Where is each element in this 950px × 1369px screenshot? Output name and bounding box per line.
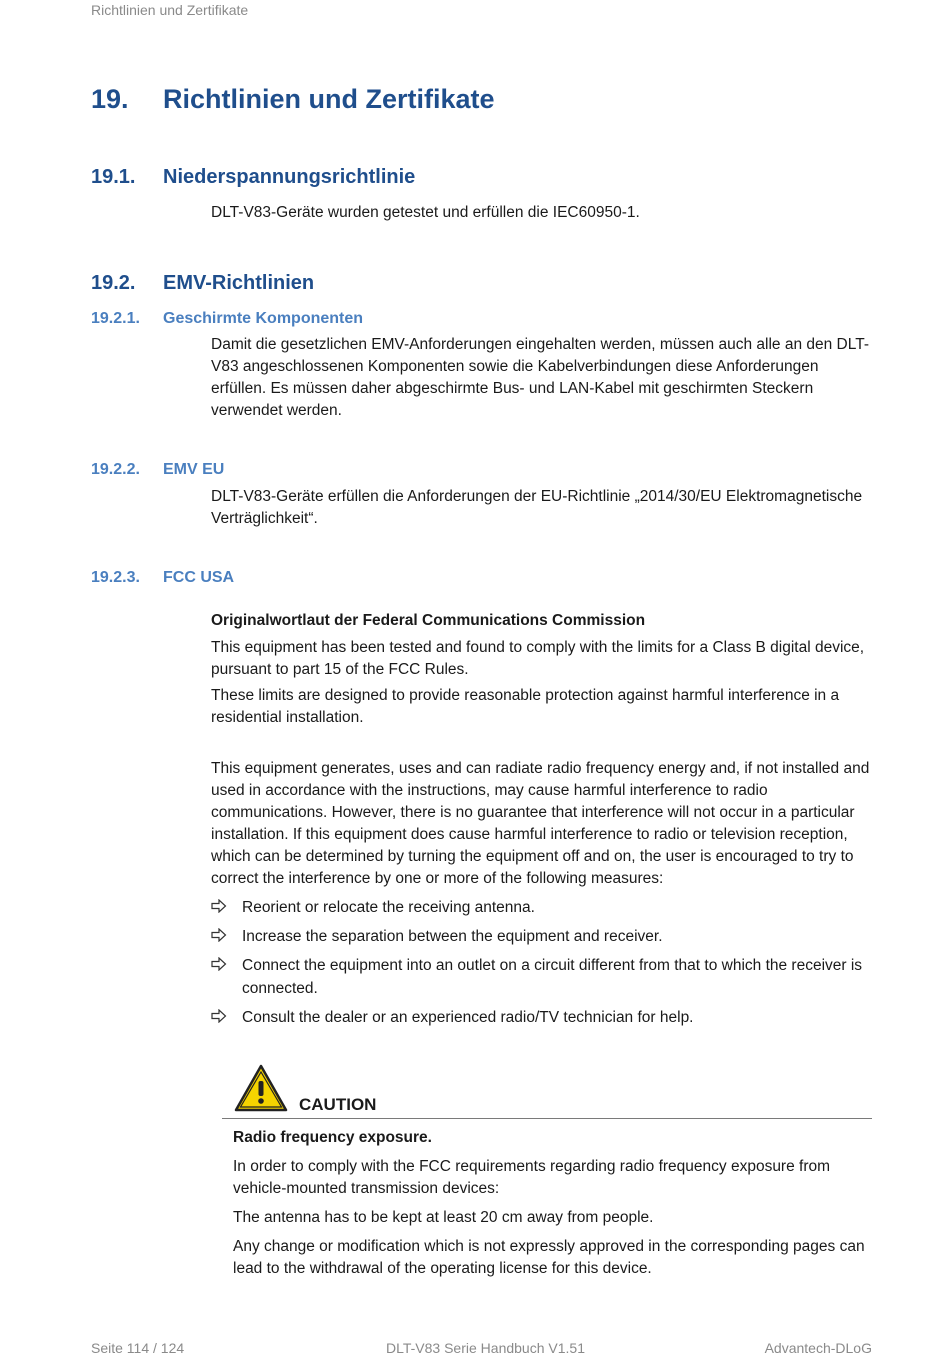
section-heading-19-2	[91, 272, 314, 295]
fcc-paragraph-2: These limits are designed to provide reasonable protection against harmful interference in a residential installation.	[211, 687, 840, 726]
footer-page-number: Seite 114 / 124	[91, 1340, 185, 1356]
footer-company: Advantech-DLoG	[764, 1340, 872, 1356]
fcc-paragraph-1: This equipment has been tested and found to comply with the limits for a Class B digital device, pursuant to part 15 of the FCC Rules.	[211, 639, 865, 678]
section-19-1-text: DLT-V83-Geräte wurden getestet und erfüllen die IEC60950-1.	[211, 204, 640, 221]
caution-paragraph-2: The antenna has to be kept at least 20 cm away from people.	[233, 1209, 654, 1226]
caution-label: CAUTION	[299, 1095, 377, 1114]
subsection-heading-19-2-2	[91, 461, 224, 479]
list-item-text: Connect the equipment into an outlet on a circuit different from that to which the receiver is connected.	[242, 957, 863, 997]
section-title: Niederspannungsrichtlinie	[163, 166, 416, 188]
list-item	[211, 954, 873, 1000]
subsection-heading-19-2-3	[91, 569, 234, 587]
subsection-number: 19.2.3.	[91, 569, 140, 586]
section-number: 19.1.	[91, 166, 136, 188]
fcc-subheading: Originalwortlaut der Federal Communications Commission	[211, 612, 646, 629]
caution-paragraph-3: Any change or modification which is not expressly approved in the corresponding pages can lead to the withdrawal of the operating license for this device.	[233, 1238, 865, 1277]
fcc-paragraph-3: This equipment generates, uses and can radiate radio frequency energy and, if not installed and used in accordance with the instructions, may cause harmful interference to radio communications. However, there is no guarantee that interference will not occur in a particular installation. If this equipment does cause harmful interference to radio or television reception, which can be determined by turning the equipment off and on, the user is encouraged to try to correct the interference by one or more of the following measures:	[211, 760, 870, 887]
footer-document-title: DLT-V83 Serie Handbuch V1.51	[386, 1340, 585, 1356]
arrow-right-icon	[211, 928, 227, 942]
section-title: EMV-Richtlinien	[163, 272, 315, 294]
caution-divider	[222, 1118, 872, 1119]
list-item-text: Consult the dealer or an experienced radio/TV technician for help.	[242, 1009, 694, 1026]
list-item	[211, 925, 873, 948]
chapter-title-text: Richtlinien und Zertifikate	[163, 84, 495, 114]
caution-heading: Radio frequency exposure.	[233, 1129, 432, 1146]
subsection-number: 19.2.2.	[91, 461, 140, 478]
arrow-right-icon	[211, 1009, 227, 1023]
list-item-text: Increase the separation between the equipment and receiver.	[242, 928, 663, 945]
caution-paragraph-1: In order to comply with the FCC requirements regarding radio frequency exposure from vehicle-mounted transmission devices:	[233, 1158, 831, 1197]
chapter-title	[91, 84, 495, 115]
warning-icon	[234, 1064, 288, 1112]
measures-list	[211, 896, 873, 1035]
subsection-number: 19.2.1.	[91, 310, 140, 327]
list-item	[211, 1006, 873, 1029]
subsection-heading-19-2-1	[91, 310, 363, 328]
chapter-number: 19.	[91, 84, 129, 114]
list-item	[211, 896, 873, 919]
subsection-title: EMV EU	[163, 461, 225, 478]
subsection-title: FCC USA	[163, 569, 235, 586]
section-heading-19-1	[91, 166, 415, 189]
subsection-19-2-1-text: Damit die gesetzlichen EMV-Anforderungen eingehalten werden, müssen auch alle an den DLT-V83 angeschlossenen Komponenten sowie die Kabelverbindungen diese Anforderungen erfüllen. Es müssen daher abgeschirmte Bus- und LAN-Kabel mit geschirmten Steckern verwendet werden.	[211, 336, 869, 419]
subsection-title: Geschirmte Komponenten	[163, 310, 364, 327]
running-header: Richtlinien und Zertifikate	[91, 2, 249, 18]
list-item-text: Reorient or relocate the receiving antenna.	[242, 899, 535, 916]
subsection-19-2-2-text: DLT-V83-Geräte erfüllen die Anforderungen der EU-Richtlinie „2014/30/EU Elektromagnetische Verträglichkeit“.	[211, 488, 863, 527]
arrow-right-icon	[211, 957, 227, 971]
section-number: 19.2.	[91, 272, 136, 294]
arrow-right-icon	[211, 899, 227, 913]
